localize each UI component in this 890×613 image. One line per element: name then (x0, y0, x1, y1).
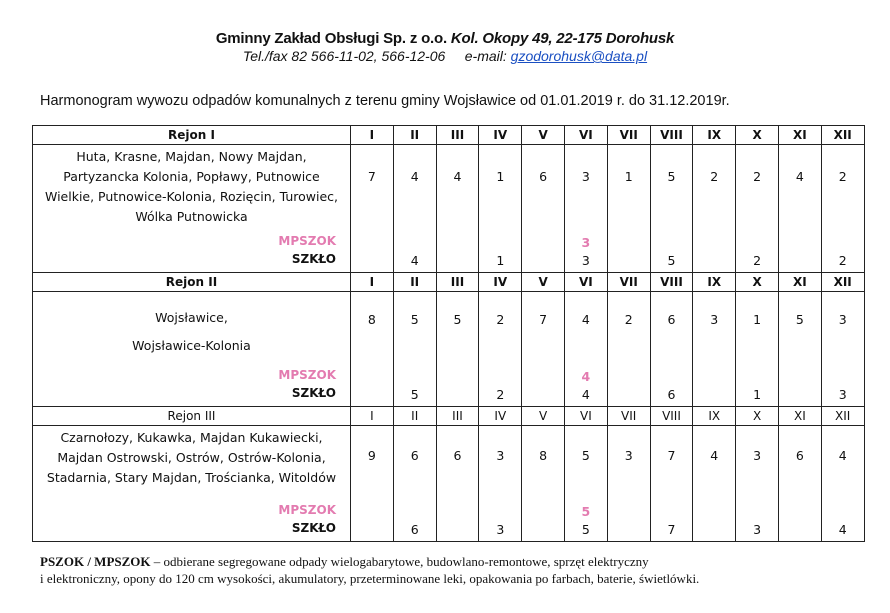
month-header: XI (778, 407, 821, 426)
szklo-label: SZKŁO (291, 252, 336, 266)
collection-day: 4 (410, 169, 419, 184)
month-cell (736, 145, 779, 273)
month-cell (436, 292, 479, 407)
place-line: Wólka Putnowicka (135, 209, 248, 224)
szklo-day: 2 (753, 253, 762, 268)
month-cell (351, 426, 394, 542)
month-header: III (436, 407, 479, 426)
month-header: VI (564, 407, 607, 426)
month-header: X (736, 407, 779, 426)
szklo-day: 3 (753, 522, 762, 537)
szklo-day: 5 (410, 387, 419, 402)
month-header: IX (693, 126, 736, 145)
month-cell (393, 145, 436, 273)
collection-day: 2 (624, 312, 633, 327)
month-cell (479, 426, 522, 542)
szklo-day: 1 (753, 387, 762, 402)
company-name: Gminny Zakład Obsługi Sp. z o.o. (215, 30, 447, 47)
mpszok-day: 3 (581, 235, 591, 250)
szklo-day: 4 (838, 522, 847, 537)
month-header: IX (693, 407, 736, 426)
place-line: Huta, Krasne, Majdan, Nowy Majdan, (76, 149, 307, 164)
szklo-day: 4 (581, 387, 590, 402)
month-cell (479, 292, 522, 407)
month-cell (736, 426, 779, 542)
region-name: Rejon I (33, 126, 351, 145)
collection-day: 6 (410, 448, 419, 463)
month-cell (650, 292, 693, 407)
szklo-day: 3 (838, 387, 847, 402)
szklo-day: 5 (581, 522, 590, 537)
month-header: X (736, 273, 779, 292)
collection-day: 6 (453, 448, 462, 463)
month-header: I (351, 407, 394, 426)
month-header: IV (479, 126, 522, 145)
month-header: XII (821, 273, 864, 292)
collection-day: 5 (453, 312, 462, 327)
month-cell (821, 426, 864, 542)
place-line: Majdan Ostrowski, Ostrów, Ostrów-Kolonia, (57, 450, 326, 465)
email-label: e-mail: (464, 48, 507, 64)
footer-note (40, 553, 880, 587)
month-header: I (351, 273, 394, 292)
region-header-row (33, 407, 865, 426)
szklo-day: 2 (838, 253, 847, 268)
month-header: XII (821, 407, 864, 426)
mpszok-label: MPSZOK (278, 503, 336, 517)
month-cell (778, 426, 821, 542)
footer-text-2: i elektroniczny, opony do 120 cm wysokości, akumulatory, przeterminowane leki, opakowania po farbach, baterie, świetlówki. (40, 571, 700, 586)
collection-day: 3 (753, 448, 762, 463)
place-line: Wojsławice-Kolonia (132, 338, 251, 353)
szklo-day: 5 (667, 253, 676, 268)
collection-day: 3 (710, 312, 719, 327)
month-header: VIII (650, 407, 693, 426)
collection-day: 2 (753, 169, 762, 184)
collection-day: 6 (795, 448, 804, 463)
month-header: VIII (650, 126, 693, 145)
month-header: IX (693, 273, 736, 292)
region-places-cell (33, 292, 351, 407)
month-cell (693, 426, 736, 542)
month-header: II (393, 407, 436, 426)
month-cell (436, 426, 479, 542)
month-header: X (736, 126, 779, 145)
szklo-label: SZKŁO (291, 386, 336, 400)
month-cell (564, 292, 607, 407)
collection-day: 1 (496, 169, 505, 184)
month-cell (607, 145, 650, 273)
month-header: II (393, 126, 436, 145)
collection-day: 5 (795, 312, 804, 327)
month-cell (607, 426, 650, 542)
szklo-day: 1 (496, 253, 505, 268)
month-header: VII (607, 126, 650, 145)
month-cell (564, 426, 607, 542)
region-body-row (33, 426, 865, 542)
month-header: V (522, 273, 565, 292)
month-cell (522, 145, 565, 273)
month-header: II (393, 273, 436, 292)
collection-day: 2 (496, 312, 505, 327)
collection-day: 6 (667, 312, 676, 327)
collection-day: 7 (667, 448, 676, 463)
month-cell (821, 292, 864, 407)
szklo-day: 6 (410, 522, 419, 537)
collection-day: 9 (367, 448, 376, 463)
month-cell (393, 426, 436, 542)
place-line: Wielkie, Putnowice-Kolonia, Rozięcin, Turowiec, (44, 189, 338, 204)
month-cell (393, 292, 436, 407)
collection-day: 2 (710, 169, 719, 184)
collection-day: 7 (539, 312, 548, 327)
mpszok-label: MPSZOK (278, 368, 336, 382)
month-cell (778, 145, 821, 273)
month-cell (736, 292, 779, 407)
month-header: III (436, 273, 479, 292)
email-link[interactable]: gzodorohusk@data.pl (510, 48, 648, 64)
collection-day: 5 (410, 312, 419, 327)
collection-day: 1 (753, 312, 762, 327)
month-cell (436, 145, 479, 273)
contact-line (0, 48, 890, 64)
month-cell (778, 292, 821, 407)
region-header-row (33, 273, 865, 292)
place-line: Wojsławice, (155, 310, 228, 325)
month-header: VIII (650, 273, 693, 292)
footer-text: – odbierane segregowane odpady wielogabarytowe, budowlano-remontowe, sprzęt elektryczny (150, 554, 649, 569)
collection-day: 4 (453, 169, 462, 184)
month-header: VI (564, 273, 607, 292)
month-header: XI (778, 273, 821, 292)
collection-day: 5 (581, 448, 590, 463)
collection-day: 3 (838, 312, 847, 327)
collection-day: 3 (624, 448, 633, 463)
place-line: Partyzancka Kolonia, Popławy, Putnowice (63, 169, 320, 184)
szklo-day: 3 (496, 522, 505, 537)
collection-day: 6 (539, 169, 548, 184)
month-header: I (351, 126, 394, 145)
month-cell (351, 292, 394, 407)
region-body-row (33, 145, 865, 273)
month-header: V (522, 126, 565, 145)
region-name: Rejon II (33, 273, 351, 292)
region-places-cell (33, 426, 351, 542)
szklo-day: 2 (496, 387, 505, 402)
collection-day: 5 (667, 169, 676, 184)
month-cell (821, 145, 864, 273)
month-cell (522, 292, 565, 407)
szklo-label: SZKŁO (291, 521, 336, 535)
month-cell (650, 145, 693, 273)
month-header: IV (479, 407, 522, 426)
region-places-cell (33, 145, 351, 273)
collection-day: 7 (367, 169, 376, 184)
szklo-day: 6 (667, 387, 676, 402)
szklo-day: 7 (667, 522, 676, 537)
region-header-row (33, 126, 865, 145)
collection-day: 1 (624, 169, 633, 184)
month-cell (522, 426, 565, 542)
collection-day: 8 (367, 312, 376, 327)
place-line: Stadarnia, Stary Majdan, Trościanka, Witoldów (46, 470, 337, 485)
footer-term: PSZOK / MPSZOK (40, 554, 151, 569)
month-header: VI (564, 126, 607, 145)
szklo-day: 3 (581, 253, 590, 268)
collection-day: 4 (795, 169, 804, 184)
mpszok-day: 4 (581, 369, 591, 384)
szklo-day: 4 (410, 253, 419, 268)
phone-text: Tel./fax 82 566-11-02, 566-12-06 (242, 48, 446, 64)
collection-day: 4 (581, 312, 590, 327)
month-cell (693, 292, 736, 407)
company-address: Kol. Okopy 49, 22-175 Dorohusk (450, 30, 675, 47)
collection-day: 2 (838, 169, 847, 184)
month-header: XI (778, 126, 821, 145)
collection-day: 3 (496, 448, 505, 463)
month-header: VII (607, 407, 650, 426)
month-header: IV (479, 273, 522, 292)
place-line: Czarnołozy, Kukawka, Majdan Kukawiecki, (60, 430, 323, 445)
company-line (0, 30, 890, 47)
region-name: Rejon III (33, 407, 351, 426)
letterhead (0, 30, 890, 64)
month-header: XII (821, 126, 864, 145)
month-cell (564, 145, 607, 273)
month-cell (479, 145, 522, 273)
document-title: Harmonogram wywozu odpadów komunalnych z terenu gminy Wojsławice od 01.01.2019 r. do 31.12.2019r. (40, 93, 730, 109)
region-body-row (33, 292, 865, 407)
mpszok-day: 5 (581, 504, 591, 519)
month-cell (607, 292, 650, 407)
collection-day: 8 (539, 448, 548, 463)
mpszok-label: MPSZOK (278, 234, 336, 248)
collection-day: 4 (838, 448, 847, 463)
month-cell (650, 426, 693, 542)
schedule-table (32, 125, 865, 542)
collection-day: 3 (581, 169, 590, 184)
month-cell (351, 145, 394, 273)
month-header: III (436, 126, 479, 145)
collection-day: 4 (710, 448, 719, 463)
month-header: VII (607, 273, 650, 292)
month-cell (693, 145, 736, 273)
month-header: V (522, 407, 565, 426)
